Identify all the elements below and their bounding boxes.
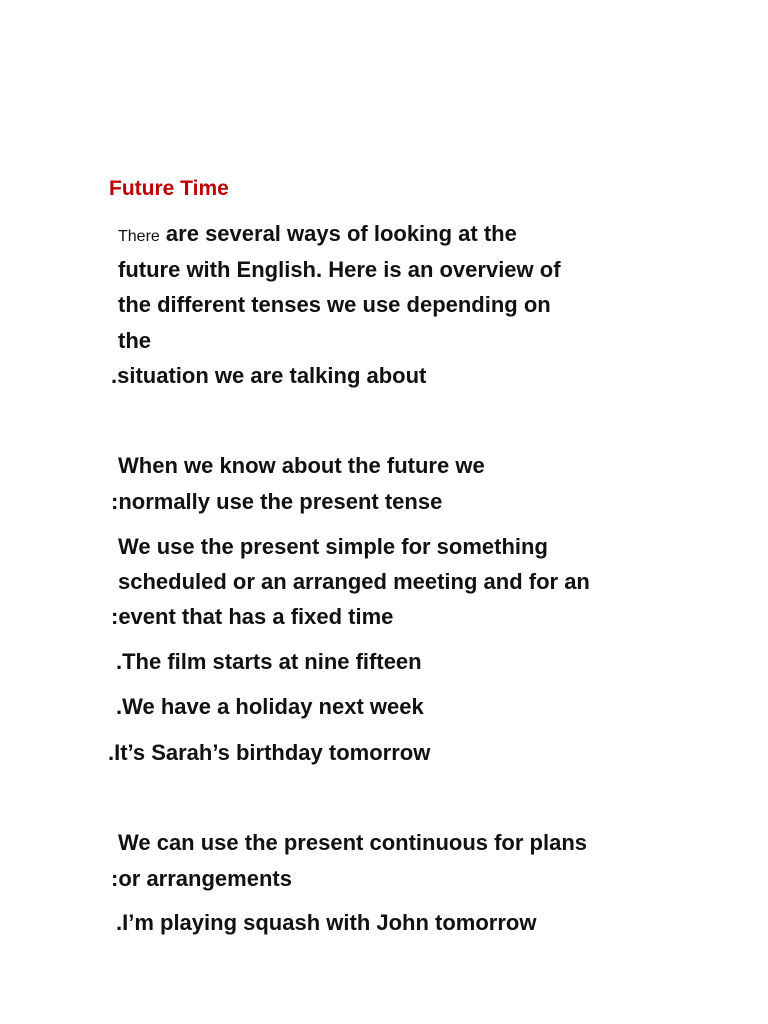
intro-line-4: the bbox=[118, 328, 151, 353]
example-line: .I’m playing squash with John tomorrow bbox=[116, 910, 537, 935]
section1-line-2: :normally use the present tense bbox=[111, 489, 443, 514]
intro-line-5: .situation we are talking about bbox=[111, 363, 427, 388]
present-simple-line-3: :event that has a fixed time bbox=[111, 604, 394, 629]
present-simple-line-2: scheduled or an arranged meeting and for an bbox=[118, 569, 590, 594]
intro-first-word: There bbox=[118, 228, 160, 245]
present-continuous-line-2: :or arrangements bbox=[111, 866, 292, 891]
present-continuous-line-1: We can use the present continuous for plans bbox=[118, 830, 588, 855]
example-line: .It’s Sarah’s birthday tomorrow bbox=[108, 740, 431, 765]
section1-line-1: When we know about the future we bbox=[118, 453, 485, 478]
example-line: .We have a holiday next week bbox=[116, 694, 424, 719]
intro-line-1 bbox=[118, 220, 517, 251]
intro-line-1-rest: are several ways of looking at the bbox=[165, 221, 517, 246]
example-line: .The film starts at nine fifteen bbox=[116, 649, 422, 674]
intro-line-2: future with English. Here is an overview of bbox=[118, 257, 561, 282]
intro-line-3: the different tenses we use depending on bbox=[118, 292, 551, 317]
page-title: Future Time bbox=[109, 177, 229, 200]
present-simple-line-1: We use the present simple for something bbox=[118, 534, 548, 559]
